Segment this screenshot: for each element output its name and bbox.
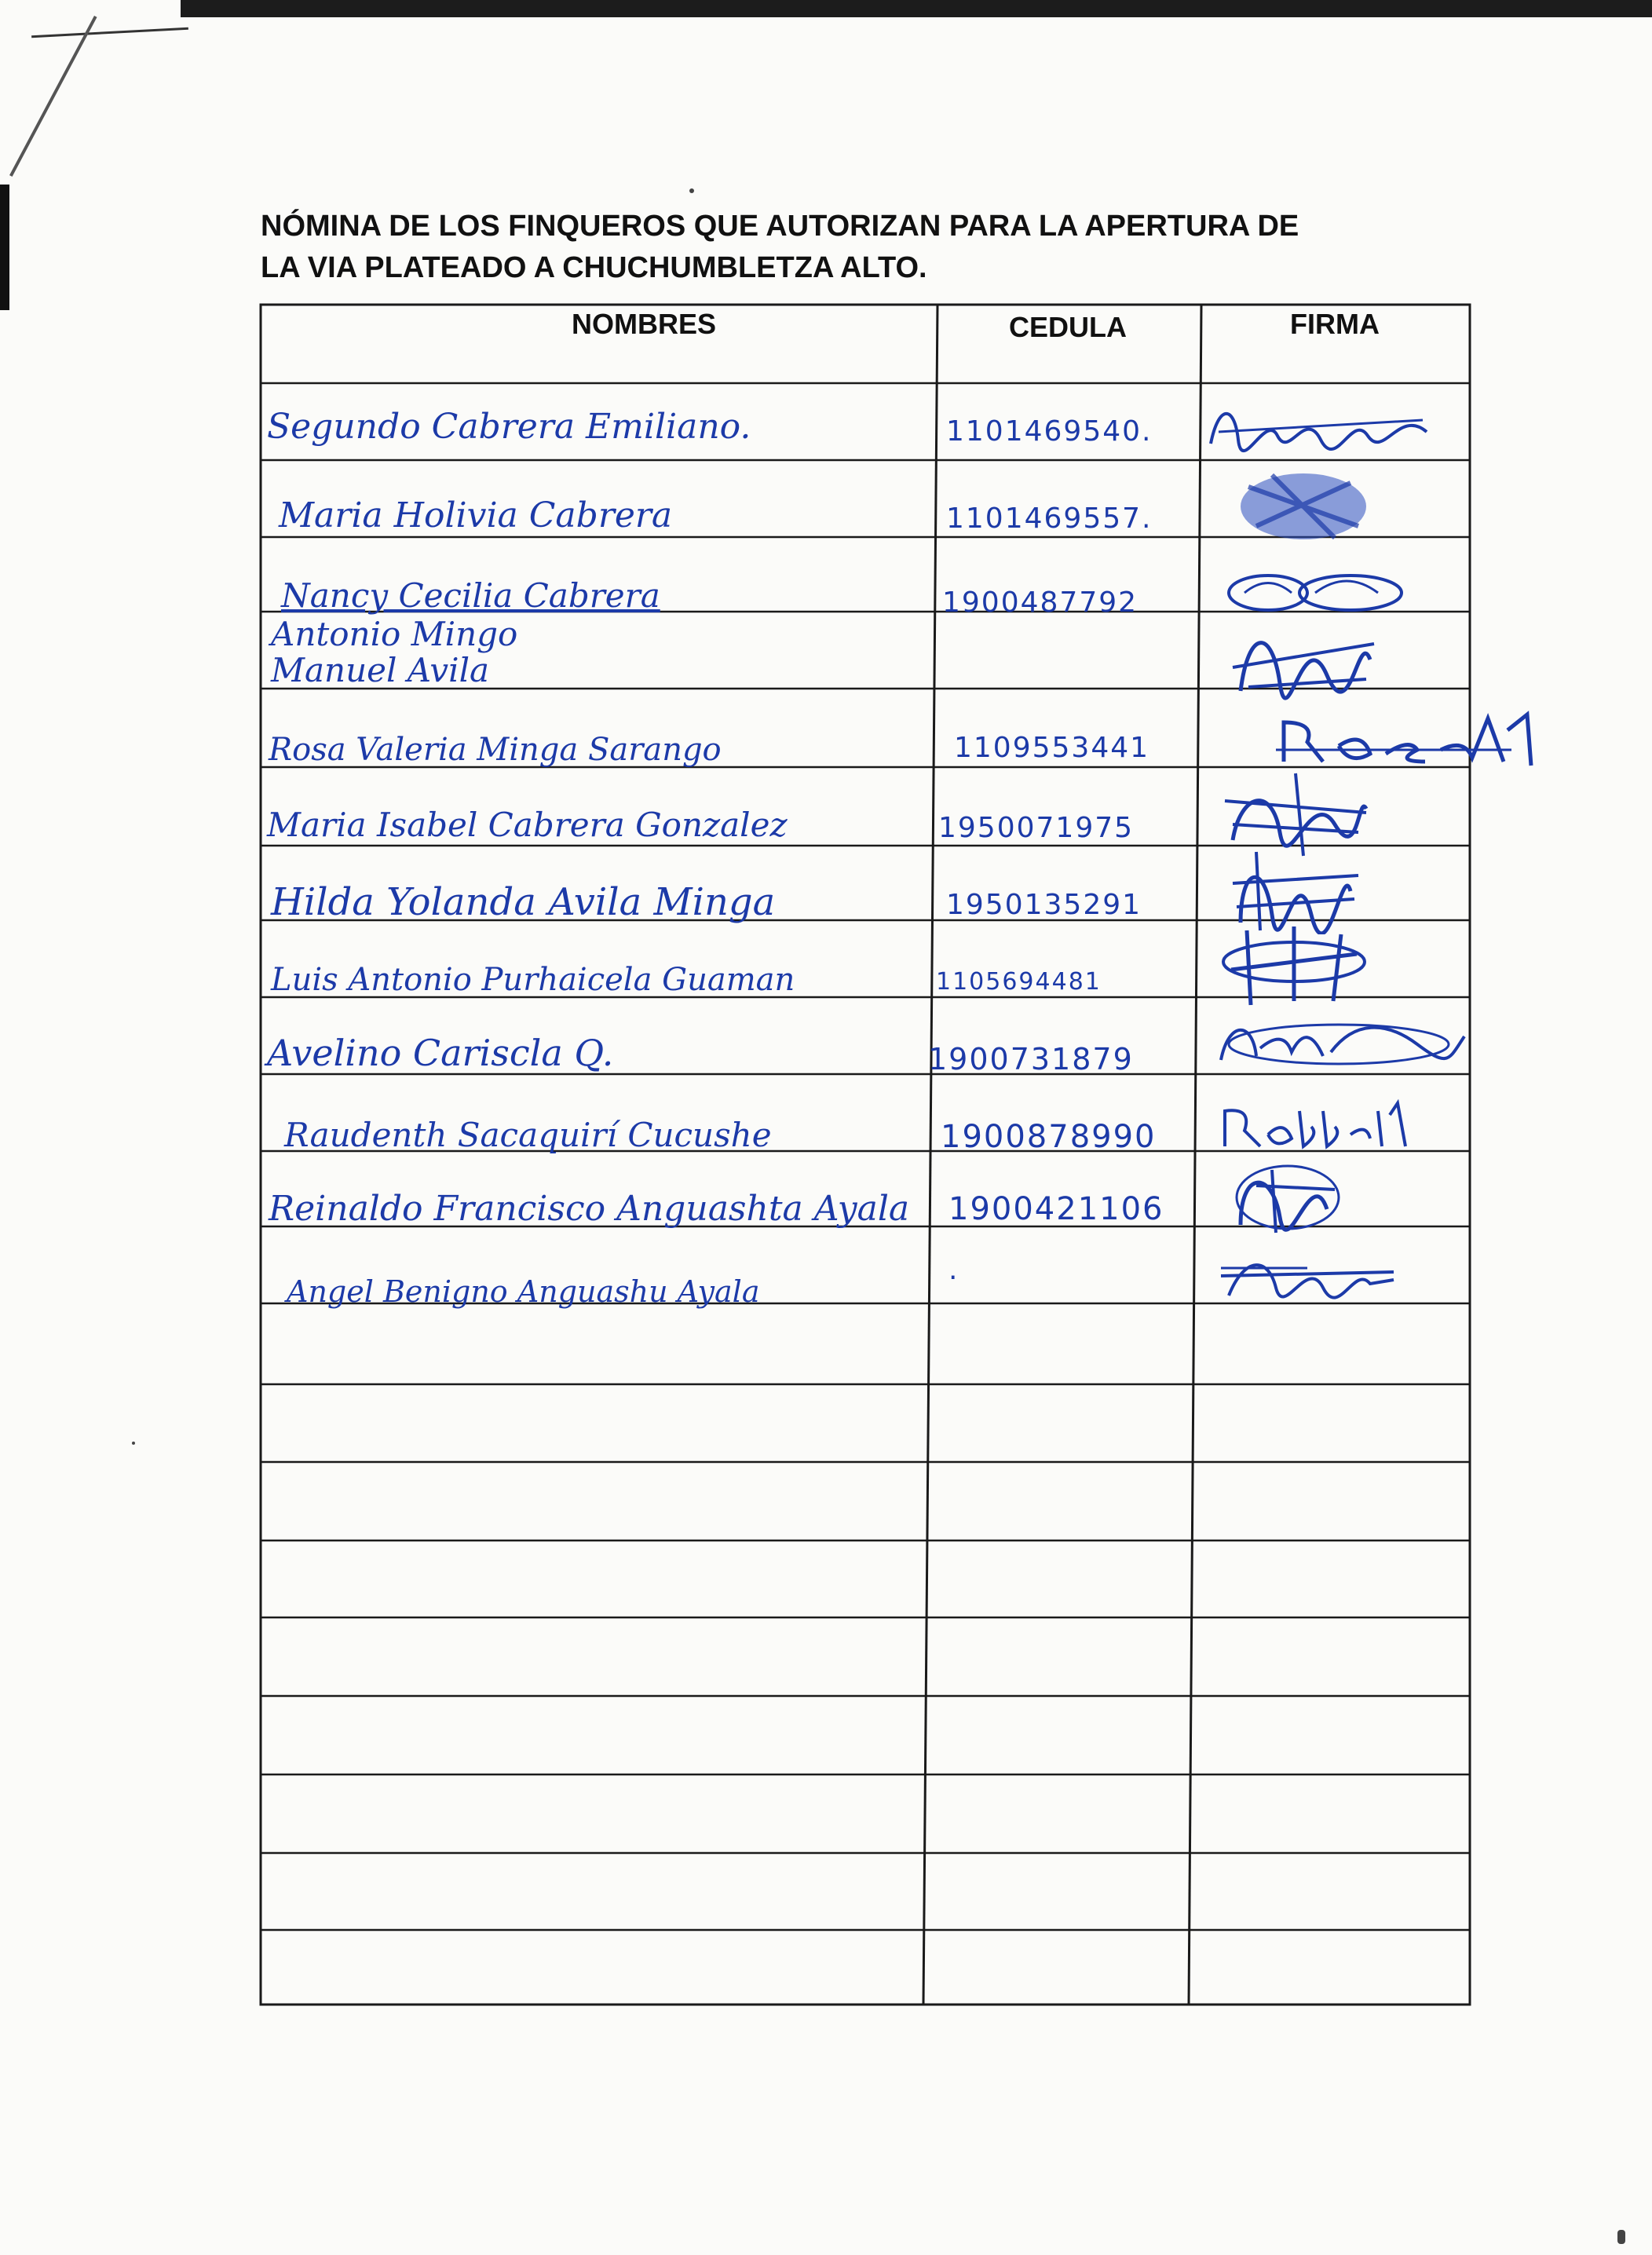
row-9-nombre: Avelino Cariscla Q. <box>267 1032 614 1074</box>
row-7-signature <box>1225 844 1366 934</box>
row-10-signature <box>1217 1095 1413 1158</box>
row-11-nombre: Reinaldo Francisco Anguashta Ayala <box>269 1189 910 1229</box>
column-divider-firma <box>1189 305 1201 2005</box>
row-3-signature <box>1221 569 1409 616</box>
row-7-nombre: Hilda Yolanda Avila Minga <box>271 880 776 924</box>
row-3-nombre: Nancy Cecilia Cabrera <box>281 576 660 615</box>
column-divider-cedula <box>923 305 937 2005</box>
row-2-signature <box>1225 463 1382 550</box>
row-12-cedula: . <box>948 1254 959 1286</box>
row-1-nombre: Segundo Cabrera Emiliano. <box>267 407 751 447</box>
row-2-nombre: Maria Holivia Cabrera <box>279 495 673 535</box>
title-line-1: NÓMINA DE LOS FINQUEROS QUE AUTORIZAN PARA LA APERTURA DE <box>261 210 1299 243</box>
row-8-cedula: 1105694481 <box>936 968 1102 996</box>
row-10-cedula: 1900878990 <box>941 1119 1157 1155</box>
row-1-cedula: 1101469540. <box>946 415 1153 448</box>
row-4-signature <box>1225 612 1382 707</box>
row-6-cedula: 1950071975 <box>938 812 1135 844</box>
row-7-cedula: 1950135291 <box>946 889 1142 921</box>
row-2-cedula: 1101469557. <box>946 503 1153 535</box>
row-1-signature <box>1203 397 1438 463</box>
row-11-cedula: 1900421106 <box>948 1191 1164 1227</box>
row-6-nombre: Maria Isabel Cabrera Gonzalez <box>267 806 788 844</box>
row-5-nombre: Rosa Valeria Minga Sarango <box>269 732 722 768</box>
row-4-nombre: Antonio Mingo Manuel Avila <box>271 615 518 689</box>
header-nombres: NOMBRES <box>571 308 716 340</box>
row-11-signature <box>1225 1154 1350 1241</box>
row-9-signature <box>1213 1013 1472 1076</box>
row-12-nombre: Angel Benigno Anguashu Ayala <box>287 1274 760 1309</box>
row-9-cedula: 1900731879 <box>928 1042 1134 1076</box>
title-line-2: LA VIA PLATEADO A CHUCHUMBLETZA ALTO. <box>261 251 927 284</box>
row-10-nombre: Raudenth Sacaquirí Cucushe <box>284 1116 772 1154</box>
row-5-signature <box>1276 707 1535 777</box>
header-cedula: CEDULA <box>1009 311 1127 343</box>
row-8-signature <box>1215 923 1372 1009</box>
row-5-cedula: 1109553441 <box>954 732 1150 764</box>
row-12-signature <box>1213 1248 1402 1311</box>
header-firma: FIRMA <box>1290 308 1380 340</box>
row-8-nombre: Luis Antonio Purhaicela Guaman <box>271 962 795 998</box>
row-3-cedula: 1900487792 <box>942 587 1138 619</box>
